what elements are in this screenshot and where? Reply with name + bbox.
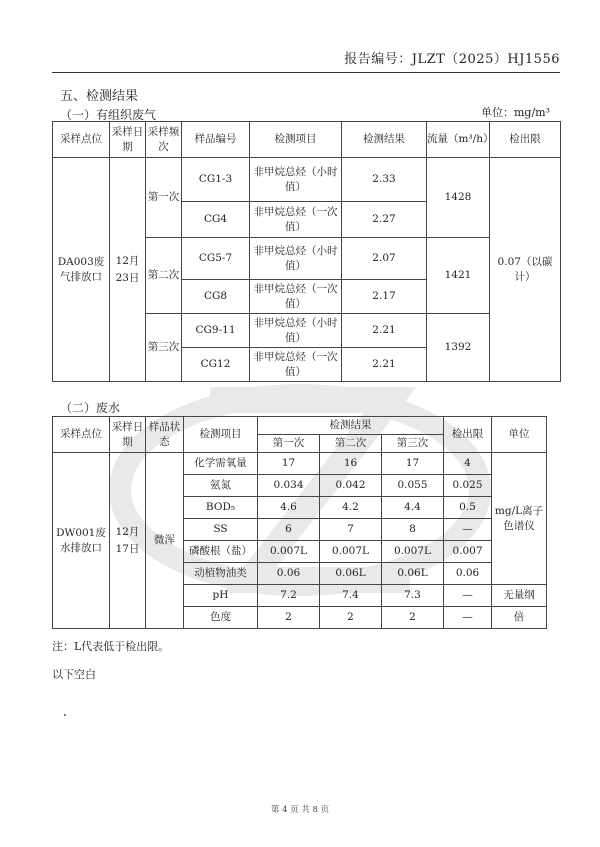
footnote: 注：L代表低于检出限。 <box>52 640 170 653</box>
result-2: 2 <box>320 607 382 629</box>
result-3: 17 <box>382 453 444 475</box>
result-1: 17 <box>258 453 320 475</box>
detection-limit: — <box>444 607 492 629</box>
flow-value: 1428 <box>427 158 490 238</box>
table-row <box>53 453 547 475</box>
result-3: 0.007L <box>382 541 444 563</box>
test-item: 非甲烷总烃（一次值） <box>250 202 342 238</box>
result-3: 0.055 <box>382 475 444 497</box>
result-1: 4.6 <box>258 497 320 519</box>
test-result: 2.07 <box>342 238 427 280</box>
result-3: 2 <box>382 607 444 629</box>
detection-limit: 0.07（以碳计） <box>490 158 561 382</box>
flow-value: 1421 <box>427 238 490 314</box>
col-header: 样品状态 <box>146 417 184 453</box>
test-item: 氨氮 <box>184 475 258 497</box>
wastewater-title: （二）废水 <box>60 401 121 415</box>
test-item: 化学需氧量 <box>184 453 258 475</box>
sample-id: CG9-11 <box>182 314 250 348</box>
test-result: 2.21 <box>342 348 427 382</box>
sample-id: CG5-7 <box>182 238 250 280</box>
sampling-date: 12月17日 <box>110 453 146 629</box>
col-header: 流量（m³/h） <box>427 122 490 158</box>
sample-id: CG4 <box>182 202 250 238</box>
unit-cell: 无量纲 <box>492 585 547 607</box>
col-header: 检测项目 <box>250 122 342 158</box>
blank-remainder: 以下空白 <box>52 668 96 681</box>
sample-id: CG12 <box>182 348 250 382</box>
report-number: 报告编号：JLZT（2025）HJ1556 <box>344 52 560 67</box>
test-item: 动植物油类 <box>184 563 258 585</box>
org-gas-title: （一）有组织废气 <box>60 108 157 122</box>
detection-limit: 4 <box>444 453 492 475</box>
col-header: 检出限 <box>444 417 492 453</box>
result-2: 16 <box>320 453 382 475</box>
section-title: 五、检测结果 <box>60 89 139 104</box>
flow-value: 1392 <box>427 314 490 382</box>
result-3: 7.3 <box>382 585 444 607</box>
header-divider <box>52 72 560 73</box>
col-header: 采样点位 <box>53 122 110 158</box>
sampling-frequency: 第三次 <box>146 314 182 382</box>
col-header: 单位 <box>492 417 547 453</box>
result-2: 7.4 <box>320 585 382 607</box>
test-item: 非甲烷总烃（一次值） <box>250 280 342 314</box>
test-item: BOD₅ <box>184 497 258 519</box>
detection-limit: 0.06 <box>444 563 492 585</box>
test-result: 2.21 <box>342 314 427 348</box>
sample-state: 微浑 <box>146 453 184 629</box>
sampling-frequency: 第二次 <box>146 238 182 314</box>
result-2: 0.042 <box>320 475 382 497</box>
detection-limit: 0.5 <box>444 497 492 519</box>
sub-header: 第三次 <box>382 435 444 453</box>
unit-cell: 倍 <box>492 607 547 629</box>
sub-header: 第二次 <box>320 435 382 453</box>
result-1: 0.007L <box>258 541 320 563</box>
result-2: 0.007L <box>320 541 382 563</box>
col-header: 采样日期 <box>110 122 146 158</box>
col-header: 检测项目 <box>184 417 258 453</box>
result-1: 7.2 <box>258 585 320 607</box>
wastewater-table <box>52 416 547 629</box>
result-1: 6 <box>258 519 320 541</box>
col-header: 采样日期 <box>110 417 146 453</box>
test-result: 2.17 <box>342 280 427 314</box>
result-3: 0.06L <box>382 563 444 585</box>
table-header-row <box>53 417 547 435</box>
sampling-site: DA003废气排放口 <box>53 158 110 382</box>
result-3: 4.4 <box>382 497 444 519</box>
sampling-frequency: 第一次 <box>146 158 182 238</box>
test-item: 非甲烷总烃（一次值） <box>250 348 342 382</box>
unit-cell: mg/L离子色谱仪 <box>492 453 547 585</box>
test-item: 非甲烷总烃（小时值） <box>250 158 342 202</box>
test-item: pH <box>184 585 258 607</box>
sampling-site: DW001废水排放口 <box>53 453 110 629</box>
detection-limit: — <box>444 519 492 541</box>
sample-id: CG1-3 <box>182 158 250 202</box>
org-gas-unit: 单位：mg/m³ <box>480 106 550 119</box>
sub-header: 第一次 <box>258 435 320 453</box>
sampling-date: 12月23日 <box>110 158 146 382</box>
detection-limit: — <box>444 585 492 607</box>
test-item: 非甲烷总烃（小时值） <box>250 238 342 280</box>
result-3: 8 <box>382 519 444 541</box>
col-header: 样品编号 <box>182 122 250 158</box>
test-item: SS <box>184 519 258 541</box>
test-result: 2.27 <box>342 202 427 238</box>
result-2: 4.2 <box>320 497 382 519</box>
result-2: 0.06L <box>320 563 382 585</box>
result-1: 0.06 <box>258 563 320 585</box>
table-header-row <box>53 122 561 158</box>
test-item: 磷酸根（盐） <box>184 541 258 563</box>
result-2: 7 <box>320 519 382 541</box>
result-1: 0.034 <box>258 475 320 497</box>
sample-id: CG8 <box>182 280 250 314</box>
col-header: 检出限 <box>490 122 561 158</box>
detection-limit: 0.007 <box>444 541 492 563</box>
col-header: 检测结果 <box>258 417 444 435</box>
test-item: 色度 <box>184 607 258 629</box>
stray-dot <box>64 714 66 716</box>
org-gas-table <box>52 121 561 382</box>
col-header: 检测结果 <box>342 122 427 158</box>
page-number: 第 4 页 共 8 页 <box>270 805 330 815</box>
col-header: 采样点位 <box>53 417 110 453</box>
col-header: 采样频次 <box>146 122 182 158</box>
table-row <box>53 158 561 202</box>
result-1: 2 <box>258 607 320 629</box>
test-item: 非甲烷总烃（小时值） <box>250 314 342 348</box>
test-result: 2.33 <box>342 158 427 202</box>
detection-limit: 0.025 <box>444 475 492 497</box>
